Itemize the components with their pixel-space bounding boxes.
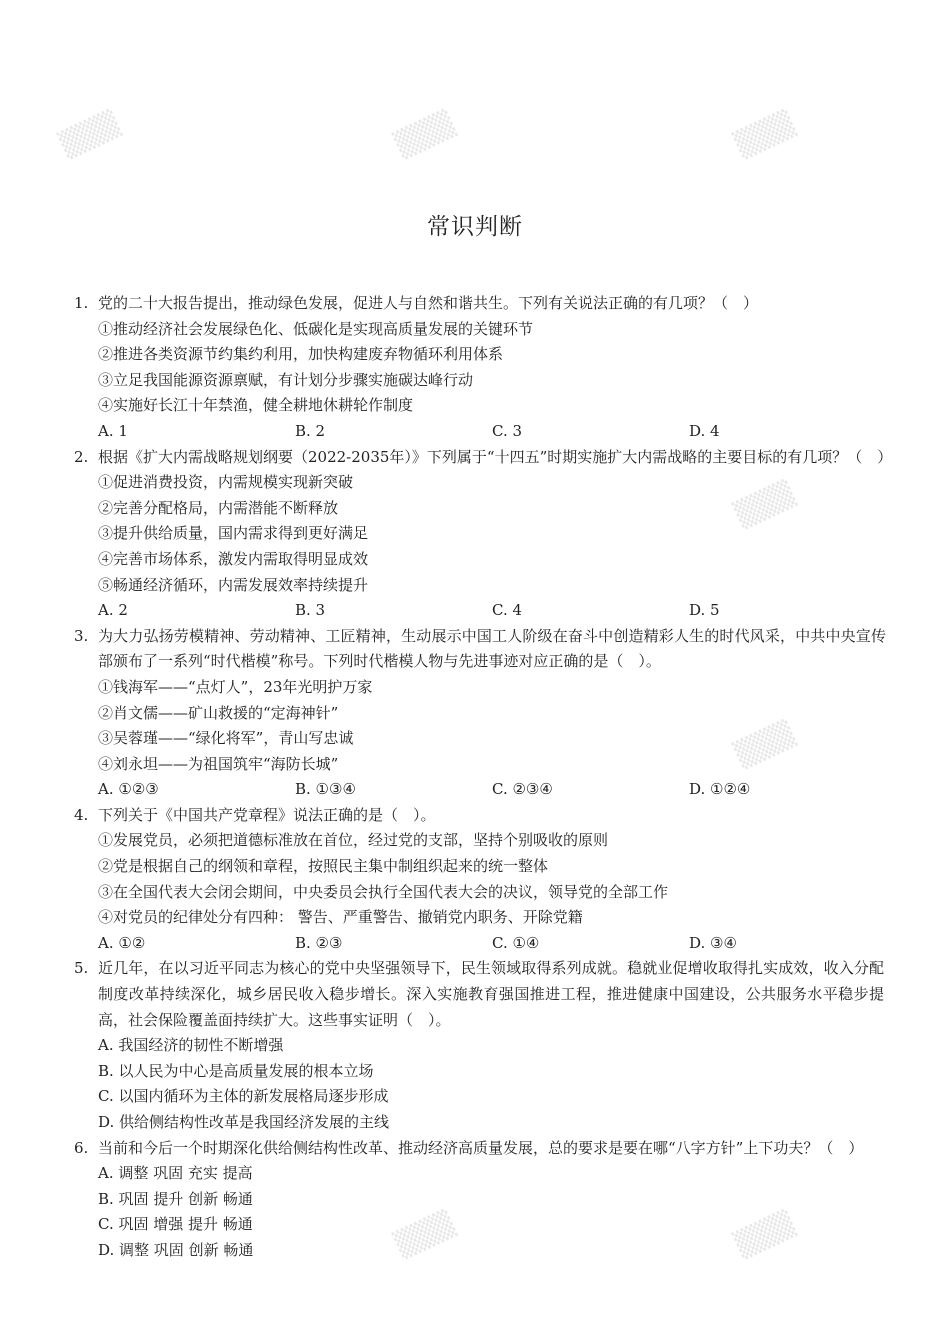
question-6 <box>74 1136 884 1264</box>
question-number: 5. <box>74 959 89 978</box>
options <box>98 931 886 957</box>
option-d[interactable]: D. 调整 巩固 创新 畅通 <box>98 1240 254 1259</box>
option-b[interactable]: B. ②③ <box>295 933 343 952</box>
option-b[interactable]: B. 以人民为中心是高质量发展的根本立场 <box>98 1061 374 1080</box>
watermark: ▒▒▒ <box>731 718 799 772</box>
option-c[interactable]: C. 以国内循环为主体的新发展格局逐步形成 <box>98 1087 389 1106</box>
statement: ①钱海军——“点灯人”，23年光明护万家 <box>98 677 373 696</box>
option-b[interactable]: B. ①③④ <box>295 780 356 799</box>
question-3 <box>74 624 884 803</box>
option-d[interactable]: D. 5 <box>689 601 720 620</box>
statement: ②党是根据自己的纲领和章程，按照民主集中制组织起来的统一整体 <box>98 857 549 876</box>
question-stem: 根据《扩大内需战略规划纲要（2022-2035年）》下列属于“十四五”时期实施扩大内需战略的主要目标的有几项？（ ） <box>98 447 893 466</box>
statement: ②推进各类资源节约集约利用，加快构建废弃物循环利用体系 <box>98 345 504 364</box>
statement: ③吴蓉瑾——“绿化将军”，青山写忠诚 <box>98 729 354 748</box>
option-a[interactable]: A. 我国经济的韧性不断增强 <box>98 1036 284 1055</box>
option-d[interactable]: D. ③④ <box>689 933 737 952</box>
question-number: 4. <box>74 805 89 824</box>
question-4 <box>74 803 884 957</box>
option-c[interactable]: C. 4 <box>492 601 523 620</box>
statement: ④完善市场体系，激发内需取得明显成效 <box>98 549 369 568</box>
watermark: ▒▒▒ <box>56 108 124 162</box>
watermark: ▒▒▒ <box>391 1208 459 1262</box>
option-d[interactable]: D. 供给侧结构性改革是我国经济发展的主线 <box>98 1113 390 1131</box>
statement: ①促进消费投资，内需规模实现新突破 <box>98 473 354 492</box>
option-c[interactable]: C. 3 <box>492 421 523 440</box>
option-c[interactable]: C. 巩固 增强 提升 畅通 <box>98 1215 253 1234</box>
options <box>98 777 886 803</box>
question-list <box>74 291 893 1264</box>
statement: ④对党员的纪律处分有四种： 警告、严重警告、撤销党内职务、开除党籍 <box>98 908 583 927</box>
watermark: ▒▒▒ <box>731 108 799 162</box>
options <box>98 419 886 445</box>
statement: ③提升供给质量，国内需求得到更好满足 <box>98 524 369 543</box>
option-b[interactable]: B. 3 <box>295 601 326 620</box>
question-5 <box>74 956 884 1135</box>
question-2 <box>74 445 893 624</box>
watermark: ▒▒▒ <box>391 108 459 162</box>
question-1 <box>74 291 884 445</box>
option-a[interactable]: A. ①②③ <box>98 780 159 799</box>
page-title: 常识判断 <box>427 214 523 240</box>
option-c[interactable]: C. ②③④ <box>492 780 553 799</box>
question-number: 6. <box>74 1138 89 1157</box>
question-number: 1. <box>74 294 89 312</box>
statement: ③在全国代表大会闭会期间，中央委员会执行全国代表大会的决议，领导党的全部工作 <box>98 882 669 901</box>
watermark: ▒▒▒ <box>731 1208 799 1262</box>
question-number: 2. <box>74 447 89 466</box>
statement: ①推动经济社会发展绿色化、低碳化是实现高质量发展的关键环节 <box>98 319 534 338</box>
option-b[interactable]: B. 2 <box>295 421 326 440</box>
statement: ③立足我国能源资源禀赋，有计划分步骤实施碳达峰行动 <box>98 370 474 389</box>
watermark: ▒▒▒ <box>731 478 799 532</box>
question-stem: 下列关于《中国共产党章程》说法正确的是（ ）。 <box>98 805 436 824</box>
option-a[interactable]: A. 2 <box>98 601 128 620</box>
statement: ②完善分配格局，内需潜能不断释放 <box>98 498 339 517</box>
question-stem: 近几年，在以习近平同志为核心的党中央坚强领导下，民生领域取得系列成就。稳就业促增收取得扎实成效，收入分配制度改革持续深化，城乡居民收入稳步增长。深入实施教育强国推进工程，推进健康中国建设，公共服务水平稳步提高，社会保险覆盖面持续扩大。这些事实证明（ ）。 <box>98 959 884 1029</box>
statement: ④刘永坦——为祖国筑牢“海防长城” <box>98 754 339 773</box>
options <box>98 598 886 624</box>
option-b[interactable]: B. 巩固 提升 创新 畅通 <box>98 1189 253 1208</box>
question-number: 3. <box>74 626 89 645</box>
option-a[interactable]: A. ①② <box>98 933 146 952</box>
option-a[interactable]: A. 调整 巩固 充实 提高 <box>98 1164 253 1183</box>
question-stem: 当前和今后一个时期深化供给侧结构性改革、推动经济高质量发展，总的要求是要在哪“八字方针”上下功夫？（ ） <box>98 1138 864 1157</box>
option-a[interactable]: A. 1 <box>98 421 128 440</box>
options <box>98 1161 884 1263</box>
option-d[interactable]: D. 4 <box>689 421 720 440</box>
statement: ④实施好长江十年禁渔，健全耕地休耕轮作制度 <box>98 396 414 415</box>
question-stem: 为大力弘扬劳模精神、劳动精神、工匠精神，生动展示中国工人阶级在奋斗中创造精彩人生的时代风采，中共中央宣传部颁布了一系列“时代楷模”称号。下列时代楷模人物与先进事迹对应正确的是（ ）。 <box>98 626 886 671</box>
question-stem: 党的二十大报告提出，推动绿色发展，促进人与自然和谐共生。下列有关说法正确的有几项？（ ） <box>98 294 759 312</box>
statement: ②肖文儒——矿山救援的“定海神针” <box>98 703 339 722</box>
statement: ⑤畅通经济循环，内需发展效率持续提升 <box>98 575 369 594</box>
option-c[interactable]: C. ①④ <box>492 933 540 952</box>
option-d[interactable]: D. ①②④ <box>689 780 751 799</box>
statement: ①发展党员，必须把道德标准放在首位，经过党的支部，坚持个别吸收的原则 <box>98 831 609 850</box>
